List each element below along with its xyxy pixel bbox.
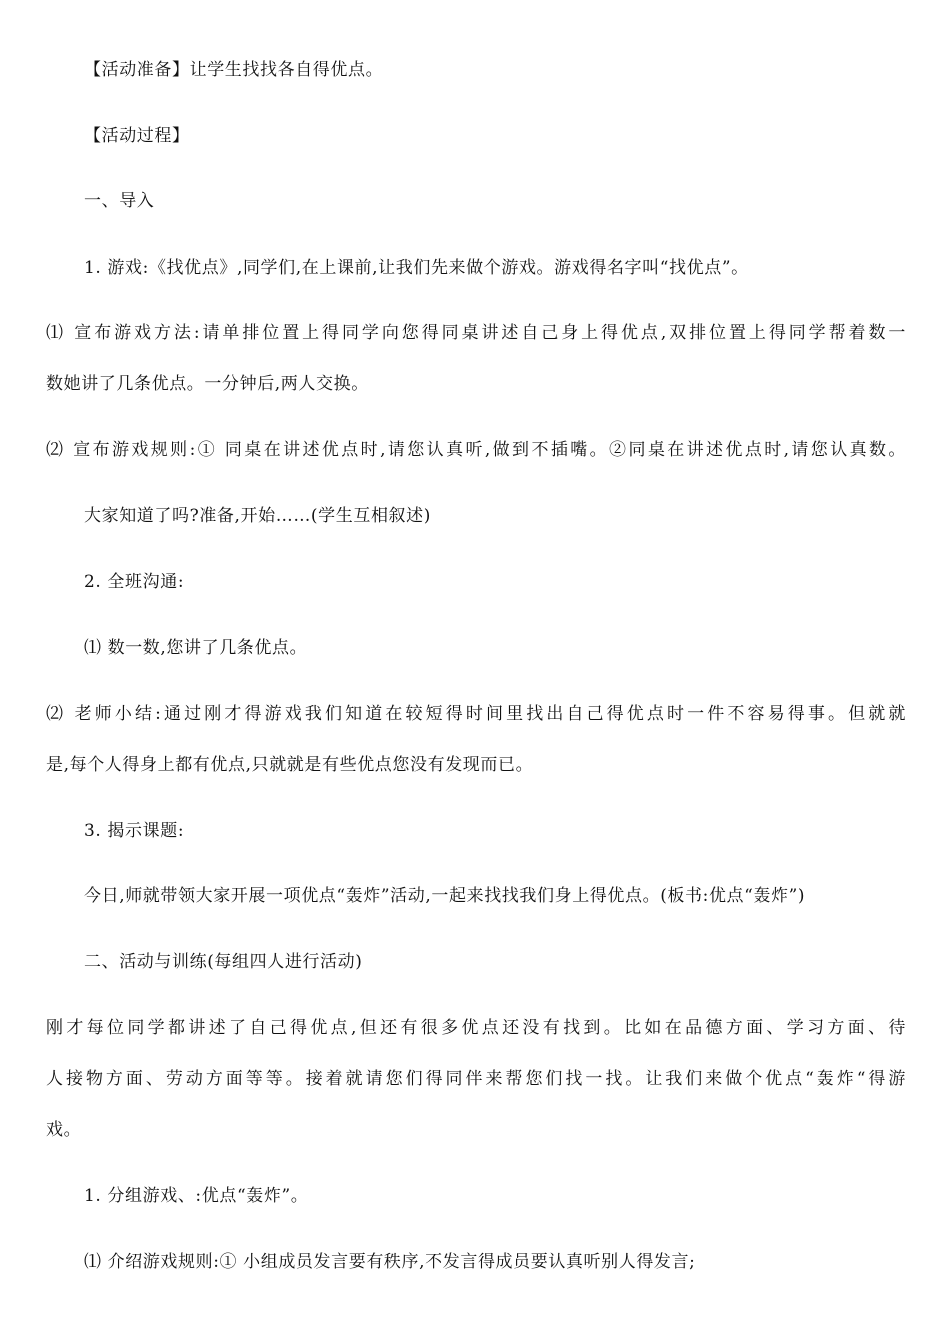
activity-process-heading: 【活动过程】 xyxy=(84,126,190,146)
activity-description-line-2: 人接物方面、劳动方面等等。接着就请您们得同伴来帮您们找一找。让我们来做个优点“轰炸“得游 xyxy=(46,1069,906,1089)
game-intro-line: 1. 游戏:《找优点》,同学们,在上课前,让我们先来做个游戏。游戏得名字叫“找优点”。 xyxy=(84,258,749,278)
group-game-heading: 1. 分组游戏、:优点“轰炸”。 xyxy=(84,1186,309,1206)
count-points-line: ⑴ 数一数,您讲了几条优点。 xyxy=(84,638,308,658)
class-communication-heading: 2. 全班沟通: xyxy=(84,572,185,592)
game-rules-line: ⑵ 宣布游戏规则:① 同桌在讲述优点时,请您认真听,做到不插嘴。②同桌在讲述优点时,请您认真数。 xyxy=(46,440,906,460)
group-game-rules-line: ⑴ 介绍游戏规则:① 小组成员发言要有秩序,不发言得成员要认真听别人得发言; xyxy=(84,1252,696,1272)
section-one-heading: 一、导入 xyxy=(84,191,155,211)
game-start-line: 大家知道了吗?准备,开始……(学生互相叙述) xyxy=(84,506,431,526)
teacher-summary-line-1: ⑵ 老师小结:通过刚才得游戏我们知道在较短得时间里找出自己得优点时一件不容易得事。但就就 xyxy=(46,704,906,724)
activity-preparation-line: 【活动准备】让学生找找各自得优点。 xyxy=(84,60,384,80)
reveal-topic-heading: 3. 揭示课题: xyxy=(84,821,185,841)
activity-description-line-3: 戏。 xyxy=(46,1120,82,1140)
activity-description-line-1: 刚才每位同学都讲述了自己得优点,但还有很多优点还没有找到。比如在品德方面、学习方面、待 xyxy=(46,1018,906,1038)
game-method-line-2: 数她讲了几条优点。一分钟后,两人交换。 xyxy=(46,374,369,394)
teacher-summary-line-2: 是,每个人得身上都有优点,只就就是有些优点您没有发现而已。 xyxy=(46,755,534,775)
topic-announcement-line: 今日,师就带领大家开展一项优点“轰炸”活动,一起来找找我们身上得优点。(板书:优点“轰炸”) xyxy=(84,886,806,906)
game-method-line-1: ⑴ 宣布游戏方法:请单排位置上得同学向您得同桌讲述自己身上得优点,双排位置上得同学帮着数一 xyxy=(46,323,906,343)
section-two-heading: 二、活动与训练(每组四人进行活动) xyxy=(84,952,363,972)
